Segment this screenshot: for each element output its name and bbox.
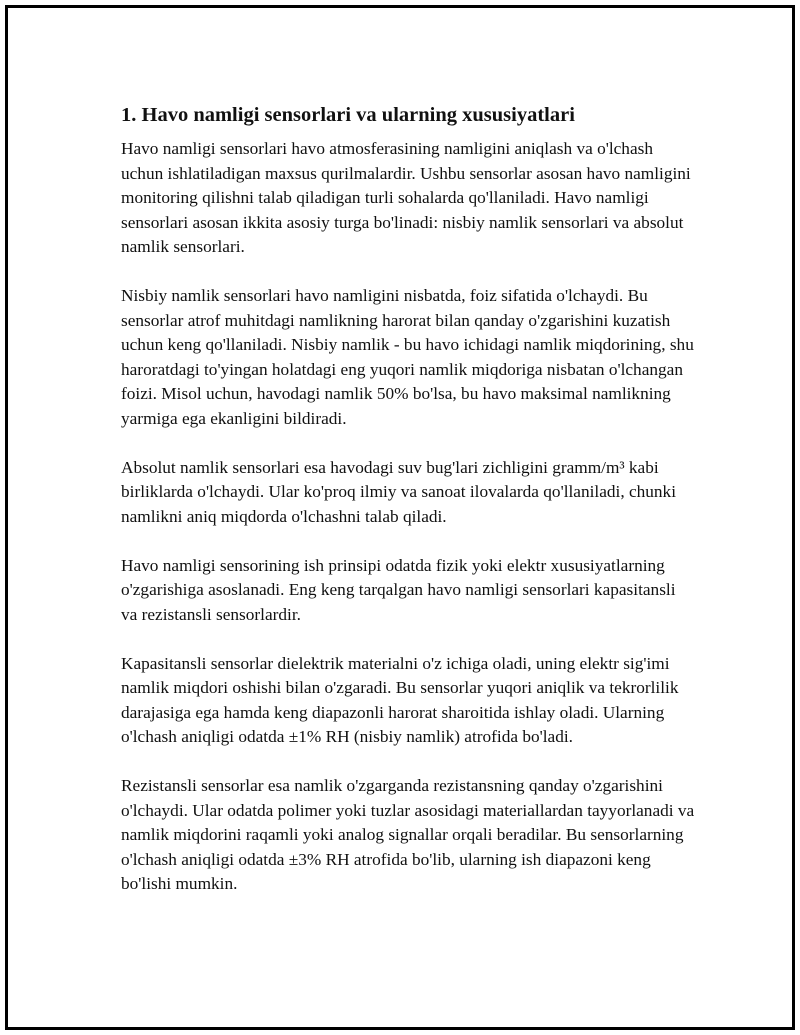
paragraph-capacitive-sensors: Kapasitansli sensorlar dielektrik materialni o'z ichiga oladi, uning elektr sig'imi namlik miqdori oshishi bilan o'zgaradi. Bu sensorlar yuqori aniqlik va tekrorlilik darajasiga ega hamda keng diapazonli harorat sharoitida ishlay oladi. Ularning o'lchash aniqligi odatda ±1% RH (nisbiy namlik) atrofida bo'ladi. (121, 653, 679, 746)
paragraph-resistive-sensors: Rezistansli sensorlar esa namlik o'zgarganda rezistansning qanday o'zgarishini o'lchaydi. Ular odatda polimer yoki tuzlar asosidagi materiallardan tayyorlanadi va namlik miqdorini raqamli yoki analog signallar orqali beradilar. Bu sensorlarning o'lchash aniqligi odatda ±3% RH atrofida bo'lib, ularning ish diapazoni keng bo'lishi mumkin. (121, 776, 695, 893)
paragraph-working-principle: Havo namligi sensorining ish prinsipi odatda fizik yoki elektr xususiyatlarning o'zgarishiga asoslanadi. Eng keng tarqalgan havo namligi sensorlari kapasitansli va rezistansli sensorlardir. (121, 555, 676, 624)
paragraph-relative-humidity: Nisbiy namlik sensorlari havo namligini nisbatda, foiz sifatida o'lchaydi. Bu sensorlar atrof muhitdagi namlikning harorat bilan qanday o'zgarishini kuzatish uchun keng qo'llaniladi. Nisbiy namlik - bu havo ichidagi namlik miqdorining, shu haroratdagi to'yingan holatdagi eng yuqori namlik miqdoriga nisbatan o'lchangan foizi. Misol uchun, havodagi namlik 50% bo'lsa, bu havo maksimal namlikning yarmiga ega ekanligini bildiradi. (121, 286, 694, 428)
document-body (121, 101, 696, 921)
page-frame (5, 5, 795, 1030)
section-heading: 1. Havo namligi sensorlari va ularning xususiyatlari (121, 104, 575, 126)
paragraph-absolute-humidity: Absolut namlik sensorlari esa havodagi suv bug'lari zichligini gramm/m³ kabi birliklarda o'lchaydi. Ular ko'proq ilmiy va sanoat ilovalarda qo'llaniladi, chunki namlikni aniq miqdorda o'lchashni talab qiladi. (121, 457, 676, 526)
paragraph-intro: Havo namligi sensorlari havo atmosferasining namligini aniqlash va o'lchash uchun ishlatiladigan maxsus qurilmalardir. Ushbu sensorlar asosan havo namligini monitoring qilishni talab qiladigan turli sohalarda qo'llaniladi. Havo namligi sensorlari asosan ikkita asosiy turga bo'linadi: nisbiy namlik sensorlari va absolut namlik sensorlari. (121, 139, 691, 256)
